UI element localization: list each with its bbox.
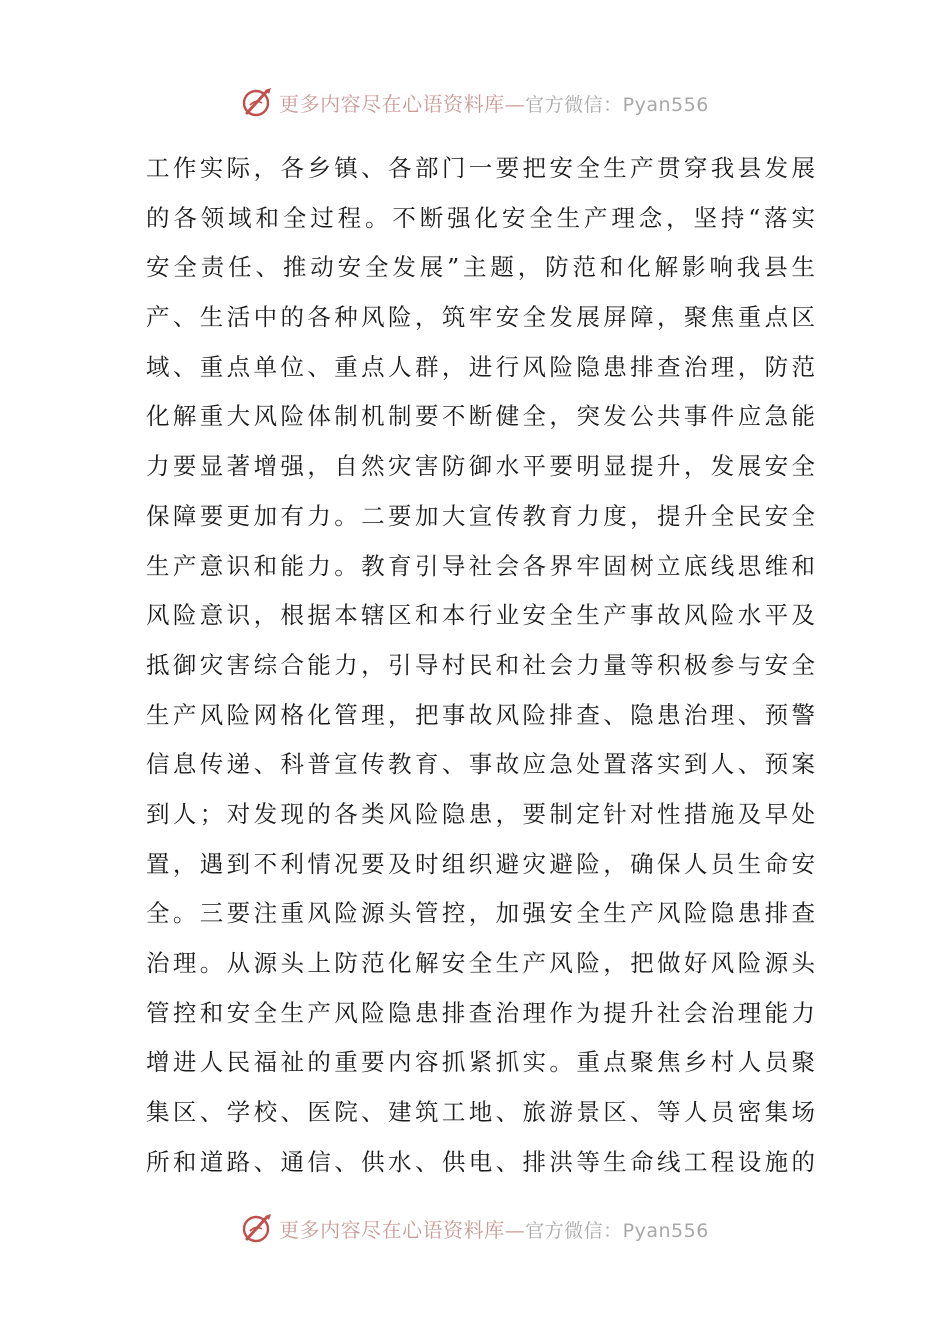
text-line-21: 所和道路、通信、供水、供电、排洪等生命线工程设施的 bbox=[146, 1147, 816, 1176]
text-line-15: 置，遇到不利情况要及时组织避灾避险，确保人员生命安 bbox=[146, 849, 816, 878]
text-line-7: 力要显著增强，自然灾害防御水平要明显提升，发展安全 bbox=[146, 452, 816, 481]
text-line-2: 的各领域和全过程。不断强化安全生产理念，坚持“落实 bbox=[146, 203, 816, 232]
header-brand-text: 更多内容尽在心语资料库—官方微信：Pyan556 bbox=[279, 91, 709, 116]
text-line-13: 信息传递、科普宣传教育、事故应急处置落实到人、预案 bbox=[146, 750, 816, 779]
text-line-14: 到人；对发现的各类风险隐患，要制定针对性措施及早处 bbox=[146, 799, 816, 828]
text-line-6: 化解重大风险体制机制要不断健全，突发公共事件应急能 bbox=[146, 402, 816, 431]
document-body bbox=[146, 144, 816, 1187]
text-line-17: 治理。从源头上防范化解安全生产风险，把做好风险源头 bbox=[146, 949, 816, 977]
footer-watermark bbox=[0, 1208, 950, 1248]
text-line-19: 增进人民福祉的重要内容抓紧抓实。重点聚焦乡村人员聚 bbox=[146, 1048, 816, 1077]
text-line-18: 管控和安全生产风险隐患排查治理作为提升社会治理能力 bbox=[146, 998, 816, 1027]
text-line-9: 生产意识和能力。教育引导社会各界牢固树立底线思维和 bbox=[146, 551, 816, 580]
pen-circle-logo-icon bbox=[241, 1211, 275, 1245]
text-line-20: 集区、学校、医院、建筑工地、旅游景区、等人员密集场 bbox=[146, 1098, 816, 1127]
text-line-4: 产、生活中的各种风险，筑牢安全发展屏障，聚焦重点区 bbox=[146, 303, 816, 332]
text-line-1: 工作实际，各乡镇、各部门一要把安全生产贯穿我县发展 bbox=[146, 154, 816, 182]
footer-wechat-text: 官方微信：Pyan556 bbox=[525, 1219, 709, 1242]
header-wechat-text: 官方微信：Pyan556 bbox=[525, 93, 709, 116]
text-line-3: 安全责任、推动安全发展”主题，防范和化解影响我县生 bbox=[146, 253, 816, 282]
header-watermark bbox=[0, 82, 950, 122]
text-line-12: 生产风险网格化管理，把事故风险排查、隐患治理、预警 bbox=[146, 700, 816, 729]
text-line-8: 保障要更加有力。二要加大宣传教育力度，提升全民安全 bbox=[146, 501, 816, 530]
text-line-11: 抵御灾害综合能力，引导村民和社会力量等积极参与安全 bbox=[146, 650, 816, 679]
text-line-10: 风险意识，根据本辖区和本行业安全生产事故风险水平及 bbox=[146, 601, 816, 630]
text-line-16: 全。三要注重风险源头管控，加强安全生产风险隐患排查 bbox=[146, 899, 816, 928]
footer-brand-text: 更多内容尽在心语资料库—官方微信：Pyan556 bbox=[279, 1217, 709, 1242]
text-line-5: 域、重点单位、重点人群，进行风险隐患排查治理，防范 bbox=[146, 352, 816, 381]
pen-circle-logo-icon bbox=[241, 85, 275, 119]
